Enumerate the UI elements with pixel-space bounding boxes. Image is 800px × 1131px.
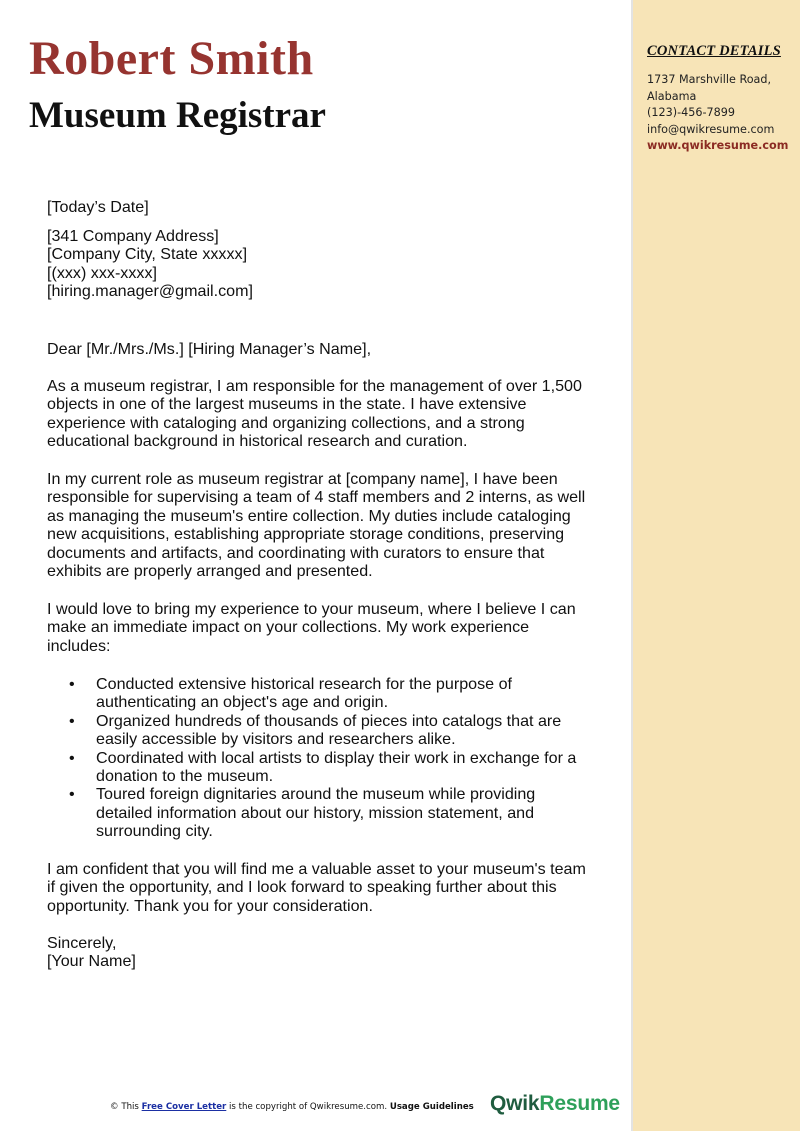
recipient-line: [(xxx) xxx-xxxx] (47, 263, 157, 282)
paragraph-line: objects in one of the largest museums in the state. I have extensive (47, 395, 527, 414)
contact-phone: (123)-456-7899 (647, 106, 735, 119)
bullet-item (47, 785, 607, 840)
salutation-text: Dear [Mr./Mrs./Ms.] [Hiring Manager’s Name], (47, 340, 372, 358)
applicant-name: Robert Smith (29, 32, 314, 85)
date-text: [Today’s Date] (47, 198, 149, 216)
bullet-item (47, 675, 607, 712)
paragraph-line: includes: (47, 636, 111, 655)
paragraph-3 (47, 600, 607, 655)
paragraph-line: if given the opportunity, and I look forward to speaking further about this (47, 878, 557, 897)
paragraph-line: as managing the museum's entire collection. My duties include cataloging (47, 506, 571, 525)
recipient-block (47, 227, 607, 301)
bullet-icon: • (69, 785, 75, 804)
bullet-line: detailed information about our history, mission statement, and (96, 803, 535, 822)
letter-date (47, 198, 607, 216)
signature-text: [Your Name] (47, 952, 136, 971)
closing-text: Sincerely, (47, 934, 117, 952)
contact-address-line2: Alabama (647, 89, 697, 103)
bullet-item (47, 712, 607, 749)
contact-details (647, 72, 797, 155)
bullet-line: easily accessible by visitors and researchers alike. (96, 730, 456, 749)
job-title: Museum Registrar (29, 95, 326, 136)
copyright-icon: © (110, 1102, 119, 1112)
paragraph-line: I would love to bring my experience to your museum, where I believe I can (47, 600, 576, 618)
closing-block (47, 934, 607, 971)
logo-text-qwik: Qwik (490, 1092, 540, 1115)
contact-sidebar (633, 0, 800, 1131)
paragraph-2 (47, 470, 607, 580)
free-cover-letter-link[interactable]: Free Cover Letter (141, 1102, 227, 1112)
paragraph-4 (47, 860, 607, 915)
contact-email[interactable]: info@qwikresume.com (647, 122, 775, 136)
experience-bullet-list (47, 675, 607, 841)
contact-website-link[interactable]: www.qwikresume.com (647, 139, 789, 152)
paragraph-line: opportunity. Thank you for your consideration. (47, 896, 373, 915)
bullet-line: Toured foreign dignitaries around the museum while providing (96, 785, 536, 804)
qwikresume-logo[interactable] (490, 1092, 620, 1116)
recipient-line: [Company City, State xxxxx] (47, 245, 248, 264)
bullet-item (47, 749, 607, 786)
bullet-icon: • (69, 675, 75, 693)
footer-text: is the copyright of Qwikresume.com. (226, 1102, 390, 1112)
paragraph-line: make an immediate impact on your collections. My work experience (47, 618, 530, 637)
bullet-line: Coordinated with local artists to display their work in exchange for a (96, 748, 577, 767)
recipient-line: [hiring.manager@gmail.com] (47, 282, 253, 301)
bullet-line: Conducted extensive historical research for the purpose of (96, 675, 512, 693)
footer-copyright (110, 1102, 474, 1112)
paragraph-line: responsible for supervising a team of 4 staff members and 2 interns, as well (47, 488, 586, 507)
bullet-icon: • (69, 711, 75, 730)
paragraph-line: As a museum registrar, I am responsible for the management of over 1,500 (47, 377, 582, 395)
salutation (47, 340, 607, 358)
bullet-line: authenticating an object's age and origin. (96, 693, 389, 712)
paragraph-line: experience with cataloging and organizing collections, and a strong (47, 413, 525, 432)
paragraph-line: In my current role as museum registrar at [company name], I have been (47, 470, 558, 488)
paragraph-line: new acquisitions, establishing appropriate storage conditions, preserving (47, 525, 565, 544)
bullet-line: surrounding city. (96, 822, 213, 841)
paragraph-line: documents and artifacts, and coordinating with curators to ensure that (47, 543, 545, 562)
paragraph-line: exhibits are properly arranged and presented. (47, 562, 373, 581)
contact-heading: CONTACT DETAILS (647, 43, 781, 59)
bullet-icon: • (69, 748, 75, 767)
logo-text-resume: Resume (539, 1092, 620, 1115)
contact-address-line1: 1737 Marshville Road, (647, 73, 772, 86)
paragraph-line: educational background in historical research and curation. (47, 432, 468, 451)
recipient-line: [341 Company Address] (47, 227, 219, 245)
bullet-line: Organized hundreds of thousands of pieces into catalogs that are (96, 711, 562, 730)
bullet-line: donation to the museum. (96, 767, 274, 786)
paragraph-line: I am confident that you will find me a valuable asset to your museum's team (47, 860, 586, 878)
footer-text: This (118, 1102, 142, 1112)
paragraph-1 (47, 377, 607, 451)
usage-guidelines-link[interactable]: Usage Guidelines (389, 1102, 474, 1112)
